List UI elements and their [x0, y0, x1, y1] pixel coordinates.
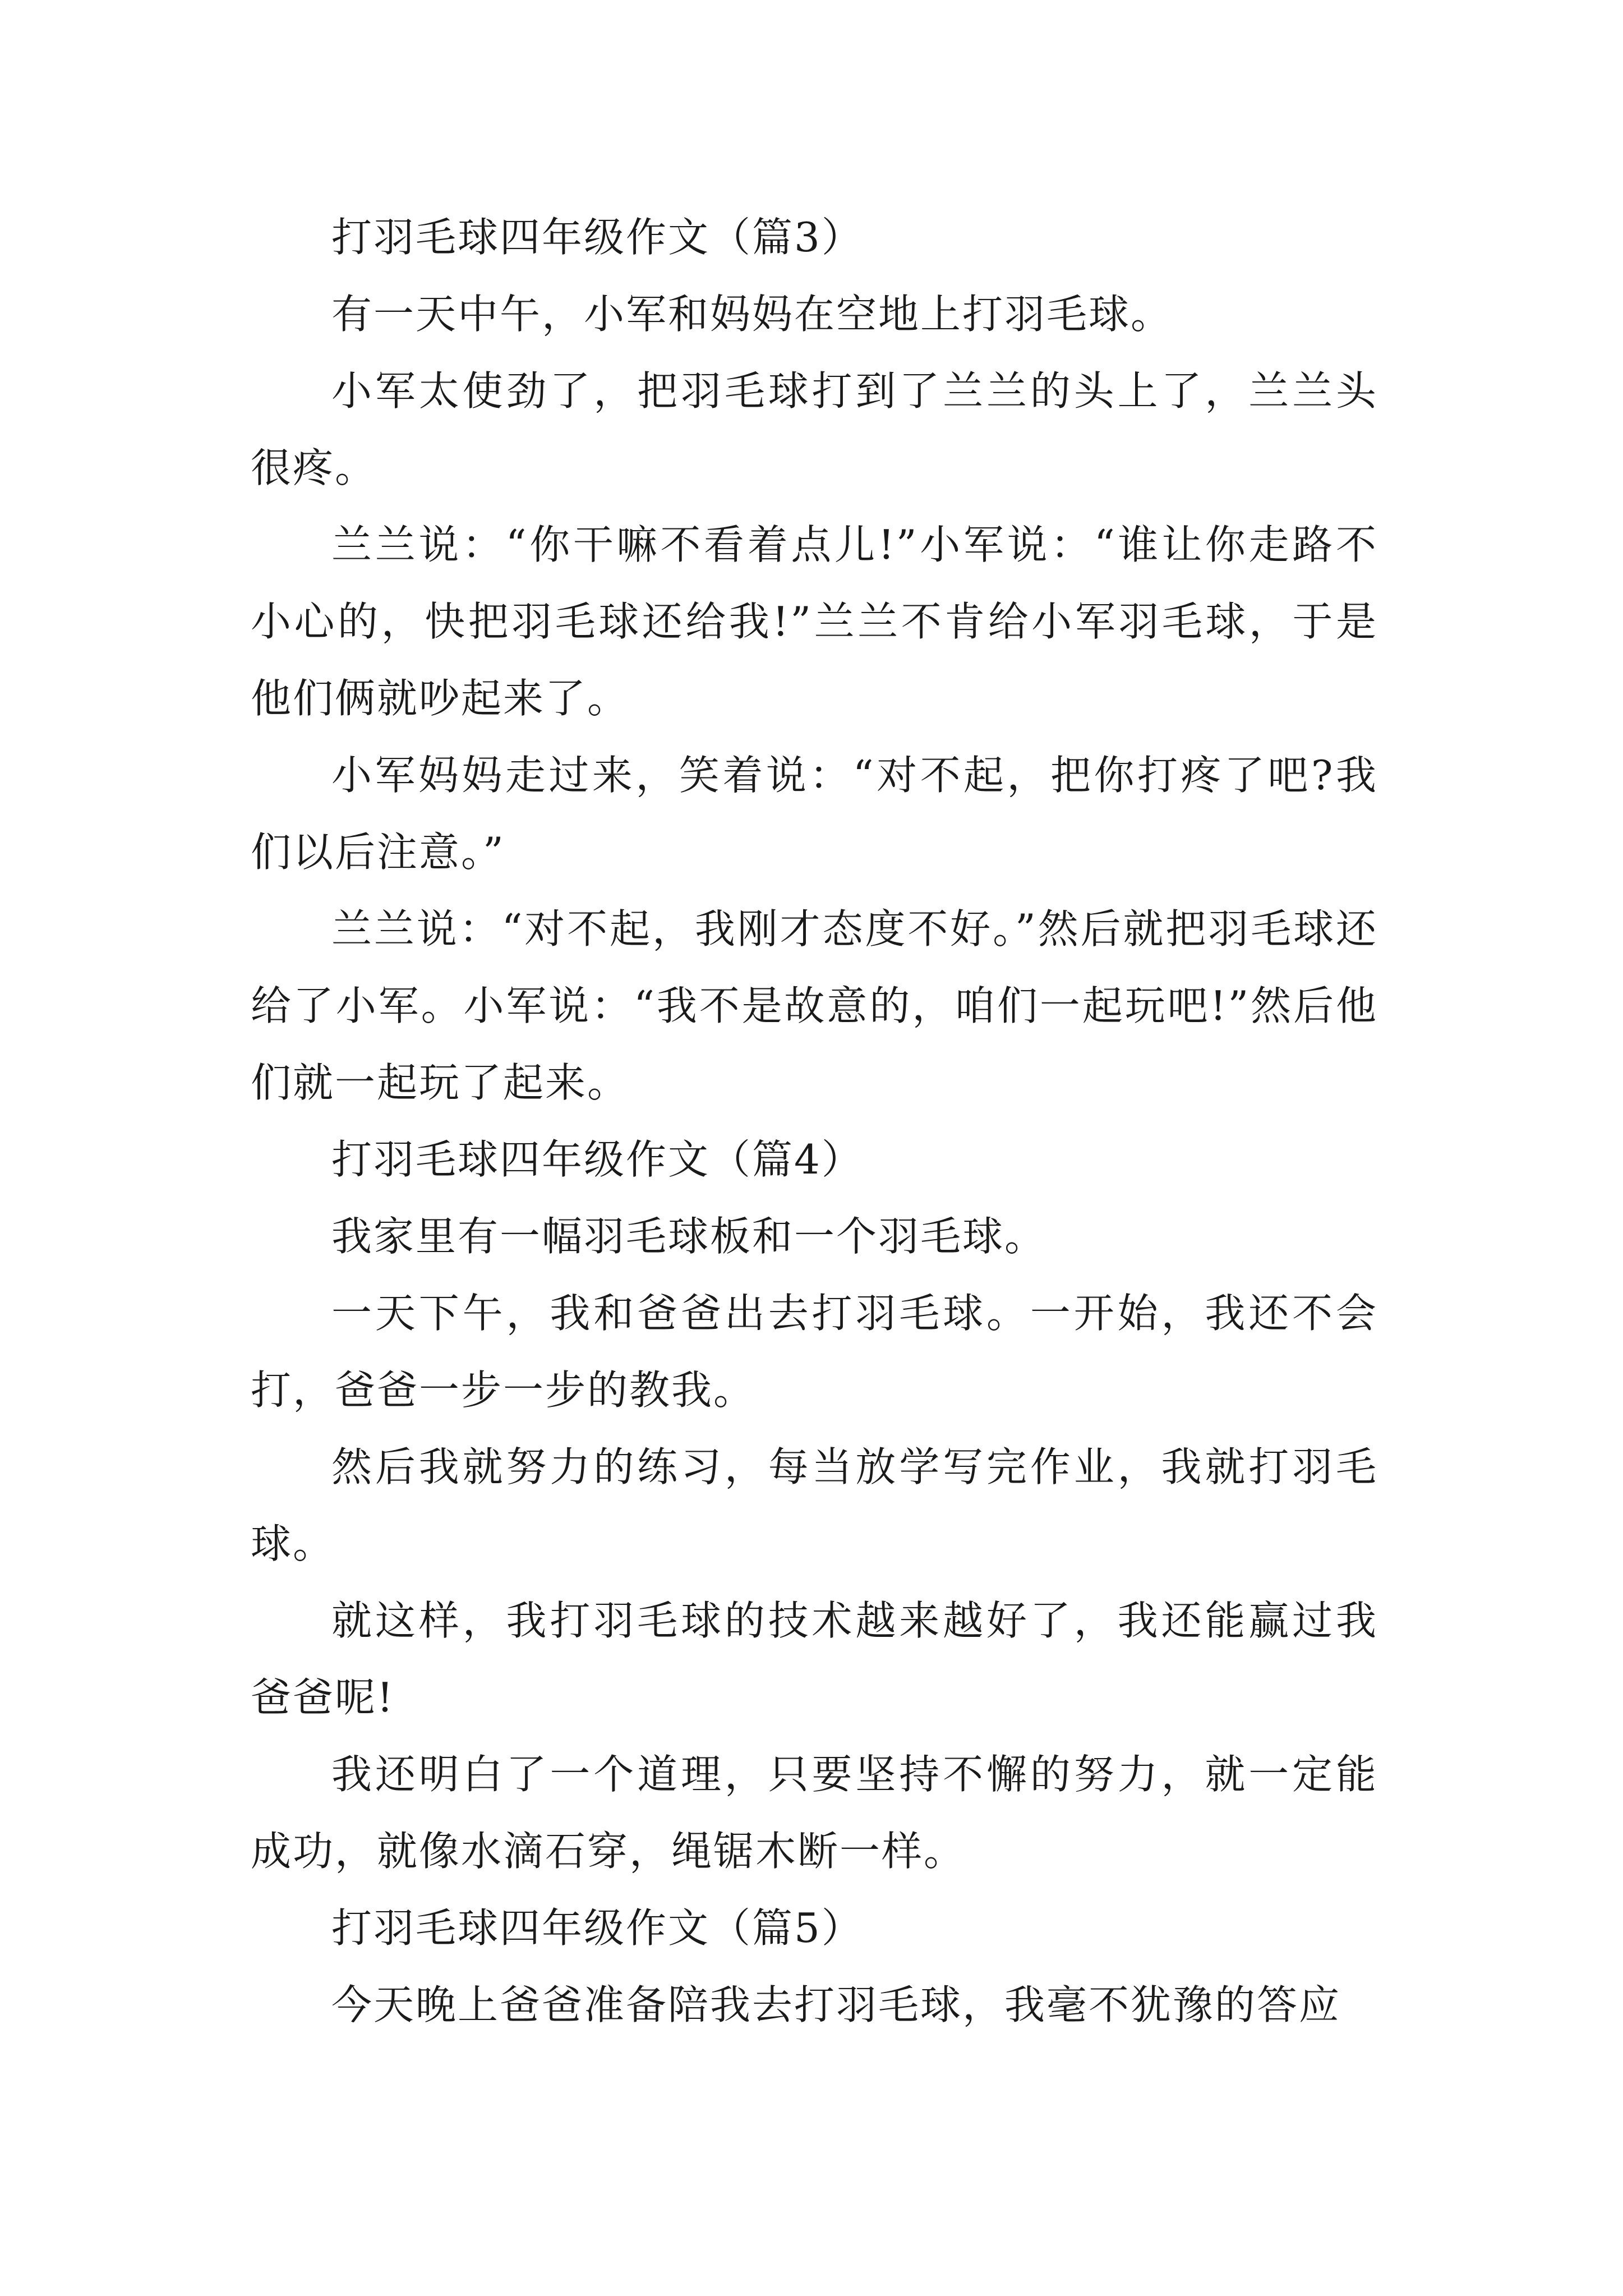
- paragraph: 小军太使劲了，把羽毛球打到了兰兰的头上了，兰兰头很疼。: [251, 367, 1378, 491]
- paragraph: 兰兰说：“你干嘛不看着点儿!”小军说：“谁让你走路不小心的，快把羽毛球还给我!”兰兰不肯给小军羽毛球，于是他们俩就吵起来了。: [251, 521, 1378, 722]
- paragraph: 就这样，我打羽毛球的技术越来越好了，我还能赢过我爸爸呢!: [251, 1597, 1378, 1721]
- paragraph: 今天晚上爸爸准备陪我去打羽毛球，我毫不犹豫的答应: [331, 1981, 1341, 2028]
- paragraph: 一天下午，我和爸爸出去打羽毛球。一开始，我还不会打，爸爸一步一步的教我。: [251, 1290, 1378, 1414]
- essay-heading-3: 打羽毛球四年级作文（篇3）: [331, 214, 864, 261]
- document-body: [251, 199, 1378, 2044]
- paragraph: 然后我就努力的练习，每当放学写完作业，我就打羽毛球。: [251, 1443, 1378, 1567]
- paragraph: 我还明白了一个道理，只要坚持不懈的努力，就一定能成功，就像水滴石穿，绳锯木断一样。: [251, 1751, 1378, 1875]
- paragraph: 我家里有一幅羽毛球板和一个羽毛球。: [331, 1213, 1047, 1260]
- essay-heading-4: 打羽毛球四年级作文（篇4）: [331, 1136, 864, 1183]
- paragraph: 有一天中午，小军和妈妈在空地上打羽毛球。: [331, 291, 1173, 338]
- paragraph: 小军妈妈走过来，笑着说：“对不起，把你打疼了吧?我们以后注意。”: [251, 752, 1378, 876]
- essay-heading-5: 打羽毛球四年级作文（篇5）: [331, 1904, 864, 1952]
- paragraph: 兰兰说：“对不起，我刚才态度不好。”然后就把羽毛球还给了小军。小军说：“我不是故意的，咱们一起玩吧!”然后他们就一起玩了起来。: [251, 905, 1378, 1106]
